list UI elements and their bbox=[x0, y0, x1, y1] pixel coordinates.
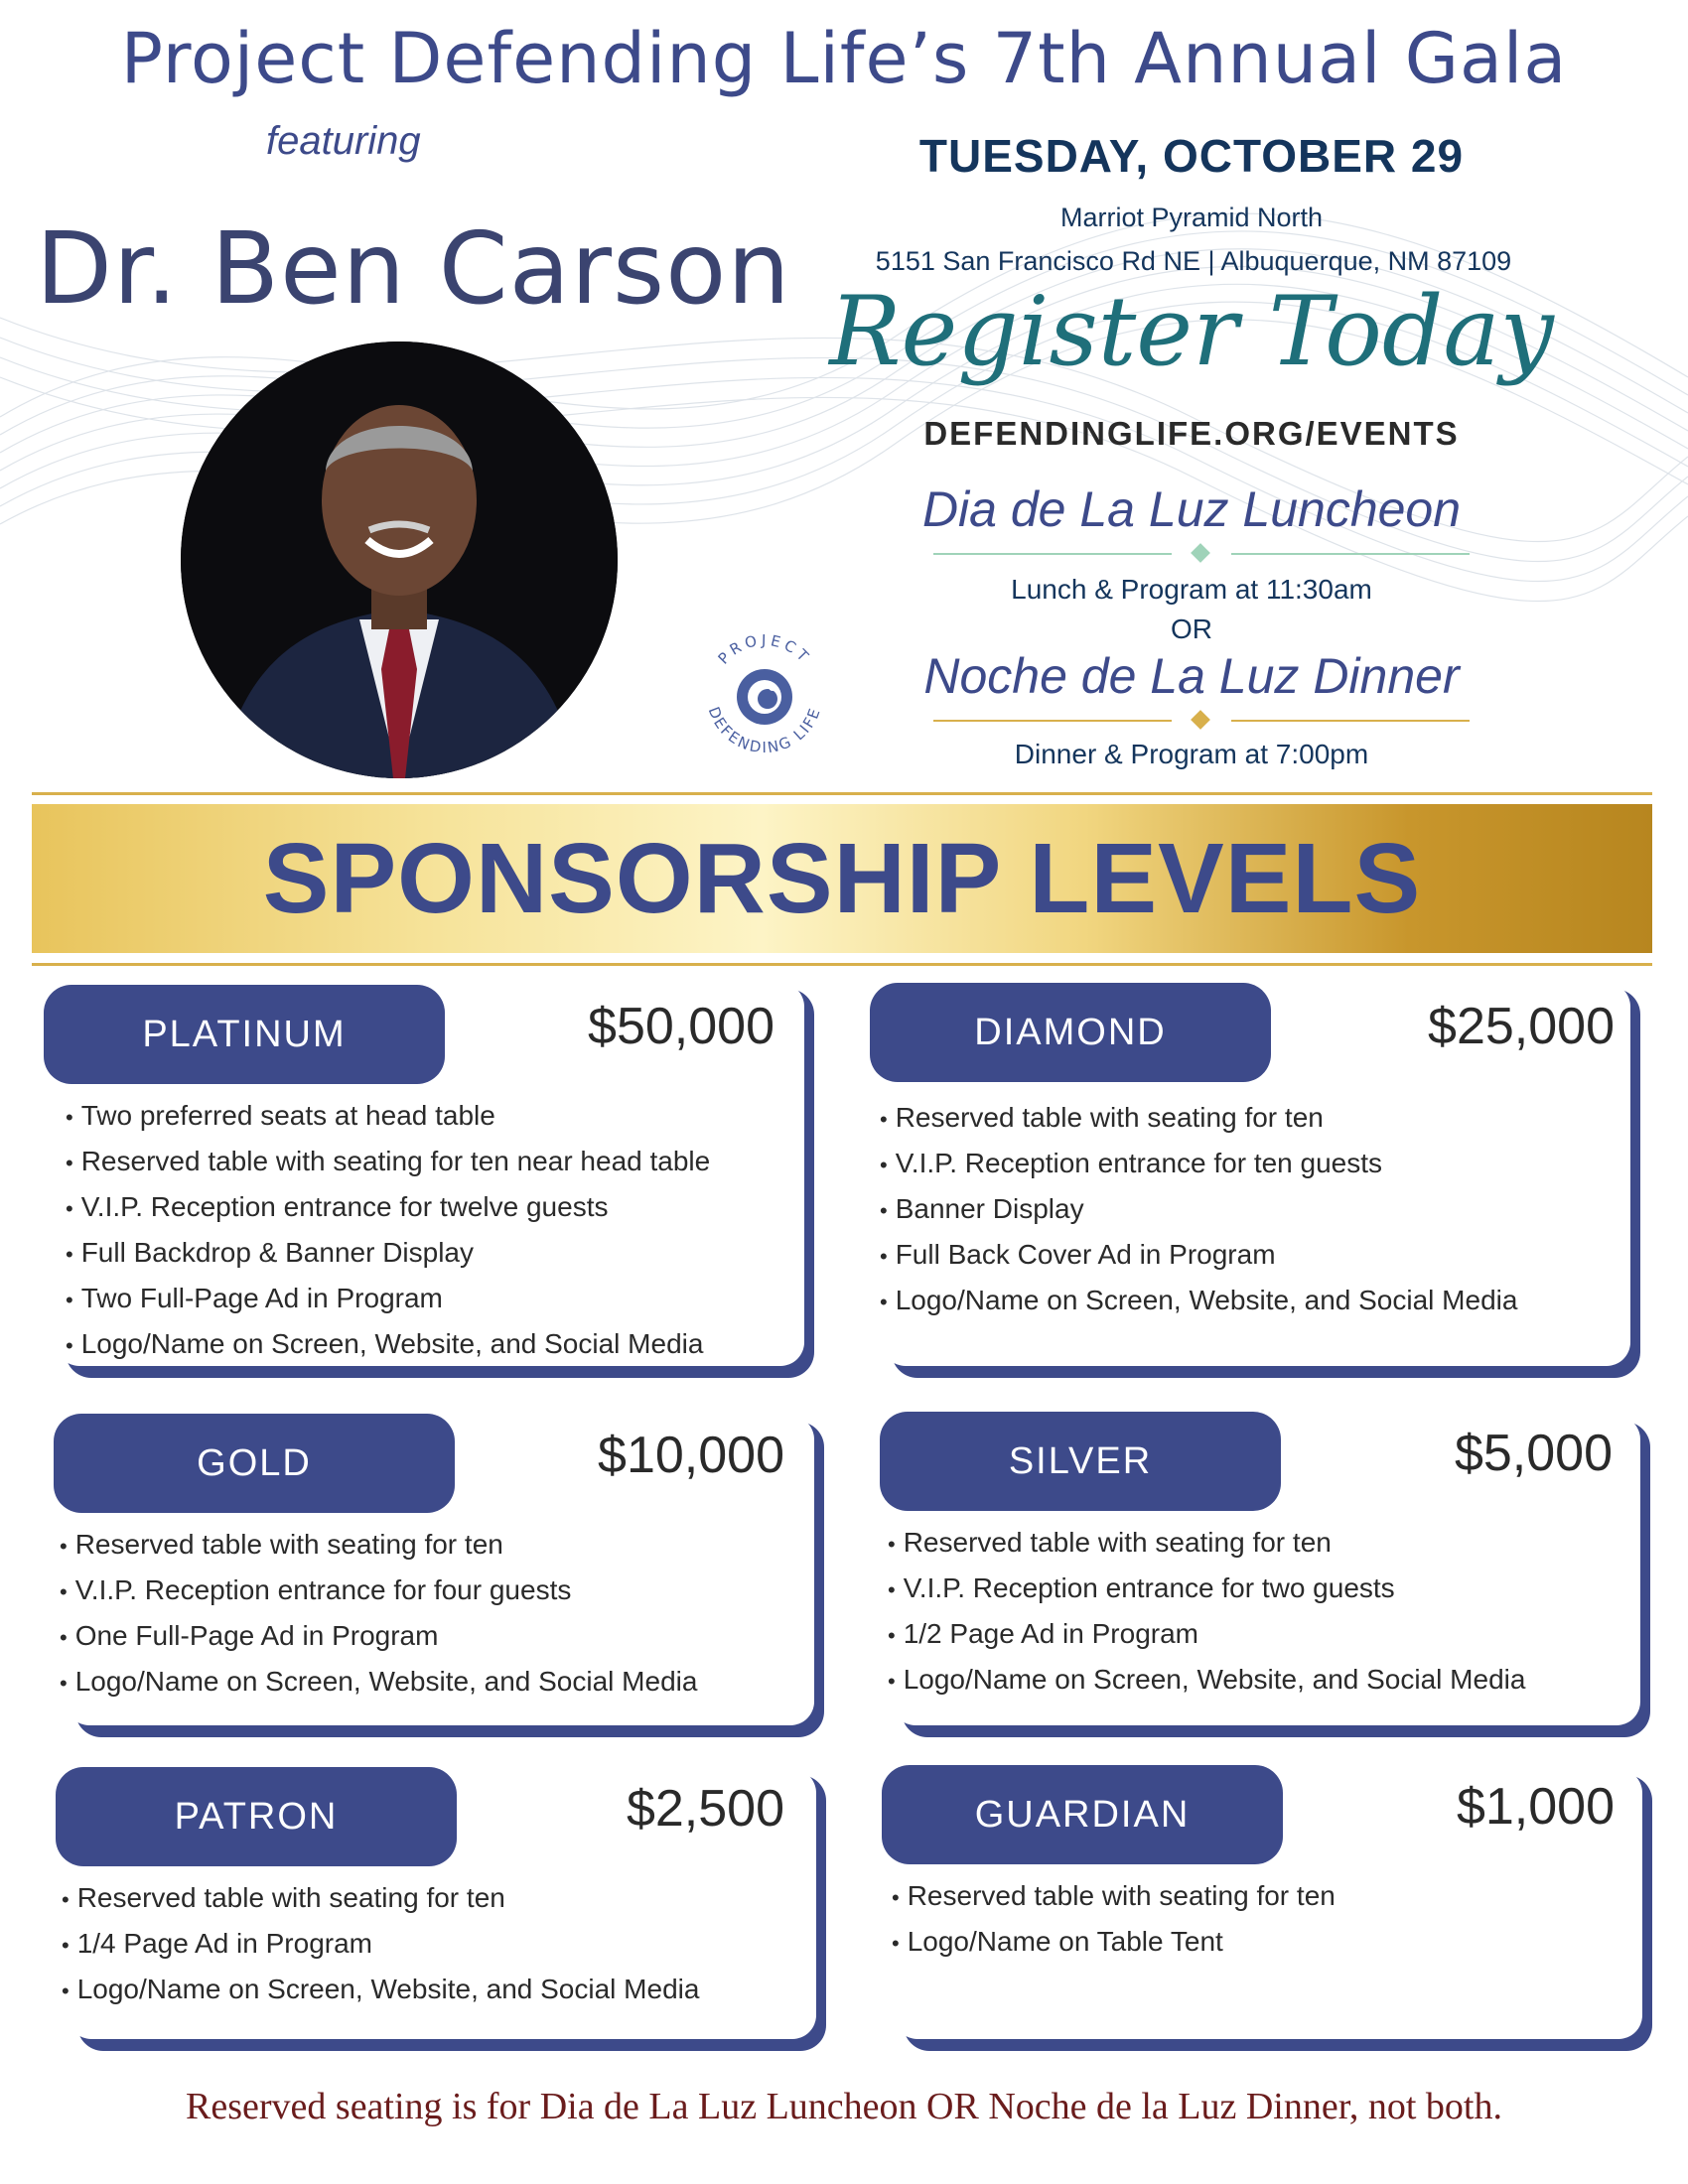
benefit-item: • Banner Display bbox=[880, 1187, 1517, 1233]
benefit-item: • V.I.P. Reception entrance for four guests bbox=[60, 1569, 697, 1614]
logo-text-bottom: DEFENDING LIFE bbox=[704, 704, 825, 757]
venue-address: 5151 San Francisco Rd NE | Albuquerque, NM 87109 bbox=[875, 246, 1512, 276]
benefit-item: • Full Backdrop & Banner Display bbox=[66, 1231, 710, 1277]
venue-name: Marriot Pyramid North bbox=[1059, 203, 1324, 232]
gala-title: Project Defending Life’s 7th Annual Gala bbox=[120, 18, 1568, 99]
benefit-item: • Logo/Name on Screen, Website, and Social Media bbox=[62, 1968, 699, 2013]
speaker-photo bbox=[181, 341, 618, 778]
benefit-item: • V.I.P. Reception entrance for two guests bbox=[888, 1567, 1525, 1612]
register-today-heading: Register Today bbox=[829, 276, 1554, 387]
benefit-item: • Reserved table with seating for ten bbox=[60, 1523, 697, 1569]
event-date: TUESDAY, OCTOBER 29 bbox=[918, 130, 1465, 182]
benefit-item: • 1/2 Page Ad in Program bbox=[888, 1612, 1525, 1658]
or-label: OR bbox=[1171, 614, 1212, 644]
tier-benefits-patron bbox=[62, 1876, 699, 2013]
benefit-item: • V.I.P. Reception entrance for twelve guests bbox=[66, 1185, 710, 1231]
benefit-item: • Logo/Name on Screen, Website, and Social Media bbox=[60, 1660, 697, 1706]
benefit-item: • Logo/Name on Screen, Website, and Social Media bbox=[880, 1279, 1517, 1324]
benefit-item: • Logo/Name on Screen, Website, and Social Media bbox=[66, 1322, 710, 1368]
benefit-item: • One Full-Page Ad in Program bbox=[60, 1614, 697, 1660]
luncheon-name: Dia de La Luz Luncheon bbox=[921, 481, 1462, 537]
luncheon-time: Lunch & Program at 11:30am bbox=[1011, 574, 1372, 605]
tier-name-silver: SILVER bbox=[880, 1412, 1281, 1511]
tier-benefits-platinum bbox=[66, 1094, 710, 1368]
tier-price-patron: $2,500 bbox=[626, 1780, 784, 1838]
tier-price-silver: $5,000 bbox=[1454, 1425, 1613, 1482]
benefit-item: • Reserved table with seating for ten near head table bbox=[66, 1140, 710, 1185]
sponsorship-banner bbox=[32, 804, 1652, 953]
tier-name-guardian: GUARDIAN bbox=[882, 1765, 1283, 1864]
tier-benefits-diamond bbox=[880, 1096, 1517, 1324]
benefit-item: • Two preferred seats at head table bbox=[66, 1094, 710, 1140]
tier-benefits-silver bbox=[888, 1521, 1525, 1704]
reserved-seating-note: Reserved seating is for Dia de La Luz Luncheon OR Noche de la Luz Dinner, not both. bbox=[186, 2086, 1502, 2127]
tier-name-patron: PATRON bbox=[56, 1767, 457, 1866]
luncheon-divider bbox=[933, 544, 1470, 564]
benefit-item: • Full Back Cover Ad in Program bbox=[880, 1233, 1517, 1279]
sponsorship-levels-title: SPONSORSHIP LEVELS bbox=[262, 822, 1422, 934]
logo-text-top: PROJECT bbox=[714, 630, 815, 668]
benefit-item: • Logo/Name on Table Tent bbox=[892, 1920, 1336, 1966]
tier-price-guardian: $1,000 bbox=[1456, 1778, 1615, 1836]
benefit-item: • Reserved table with seating for ten bbox=[888, 1521, 1525, 1567]
tier-benefits-guardian bbox=[892, 1874, 1336, 1966]
benefit-item: • Logo/Name on Screen, Website, and Social Media bbox=[888, 1658, 1525, 1704]
dinner-divider bbox=[933, 711, 1470, 731]
benefit-item: • Reserved table with seating for ten bbox=[62, 1876, 699, 1922]
dinner-name: Noche de La Luz Dinner bbox=[923, 648, 1460, 704]
tier-name-gold: GOLD bbox=[54, 1414, 455, 1513]
banner-top-rule bbox=[32, 792, 1652, 795]
benefit-item: • V.I.P. Reception entrance for ten guests bbox=[880, 1142, 1517, 1187]
benefit-item: • Reserved table with seating for ten bbox=[880, 1096, 1517, 1142]
tier-benefits-gold bbox=[60, 1523, 697, 1706]
tier-price-diamond: $25,000 bbox=[1428, 998, 1615, 1055]
project-defending-life-logo bbox=[685, 614, 844, 772]
benefit-item: • 1/4 Page Ad in Program bbox=[62, 1922, 699, 1968]
benefit-item: • Reserved table with seating for ten bbox=[892, 1874, 1336, 1920]
dinner-time: Dinner & Program at 7:00pm bbox=[1014, 739, 1369, 769]
tier-price-gold: $10,000 bbox=[598, 1427, 784, 1484]
tier-name-platinum: PLATINUM bbox=[44, 985, 445, 1084]
tier-name-diamond: DIAMOND bbox=[870, 983, 1271, 1082]
svg-text:PROJECT bbox=[715, 631, 815, 668]
benefit-item: • Two Full-Page Ad in Program bbox=[66, 1277, 710, 1322]
featuring-label: featuring bbox=[266, 119, 421, 163]
tier-price-platinum: $50,000 bbox=[588, 998, 774, 1055]
banner-bottom-rule bbox=[32, 963, 1652, 966]
registration-url-link[interactable]: DEFENDINGLIFE.ORG/EVENTS bbox=[923, 415, 1460, 452]
speaker-name: Dr. Ben Carson bbox=[36, 210, 791, 327]
